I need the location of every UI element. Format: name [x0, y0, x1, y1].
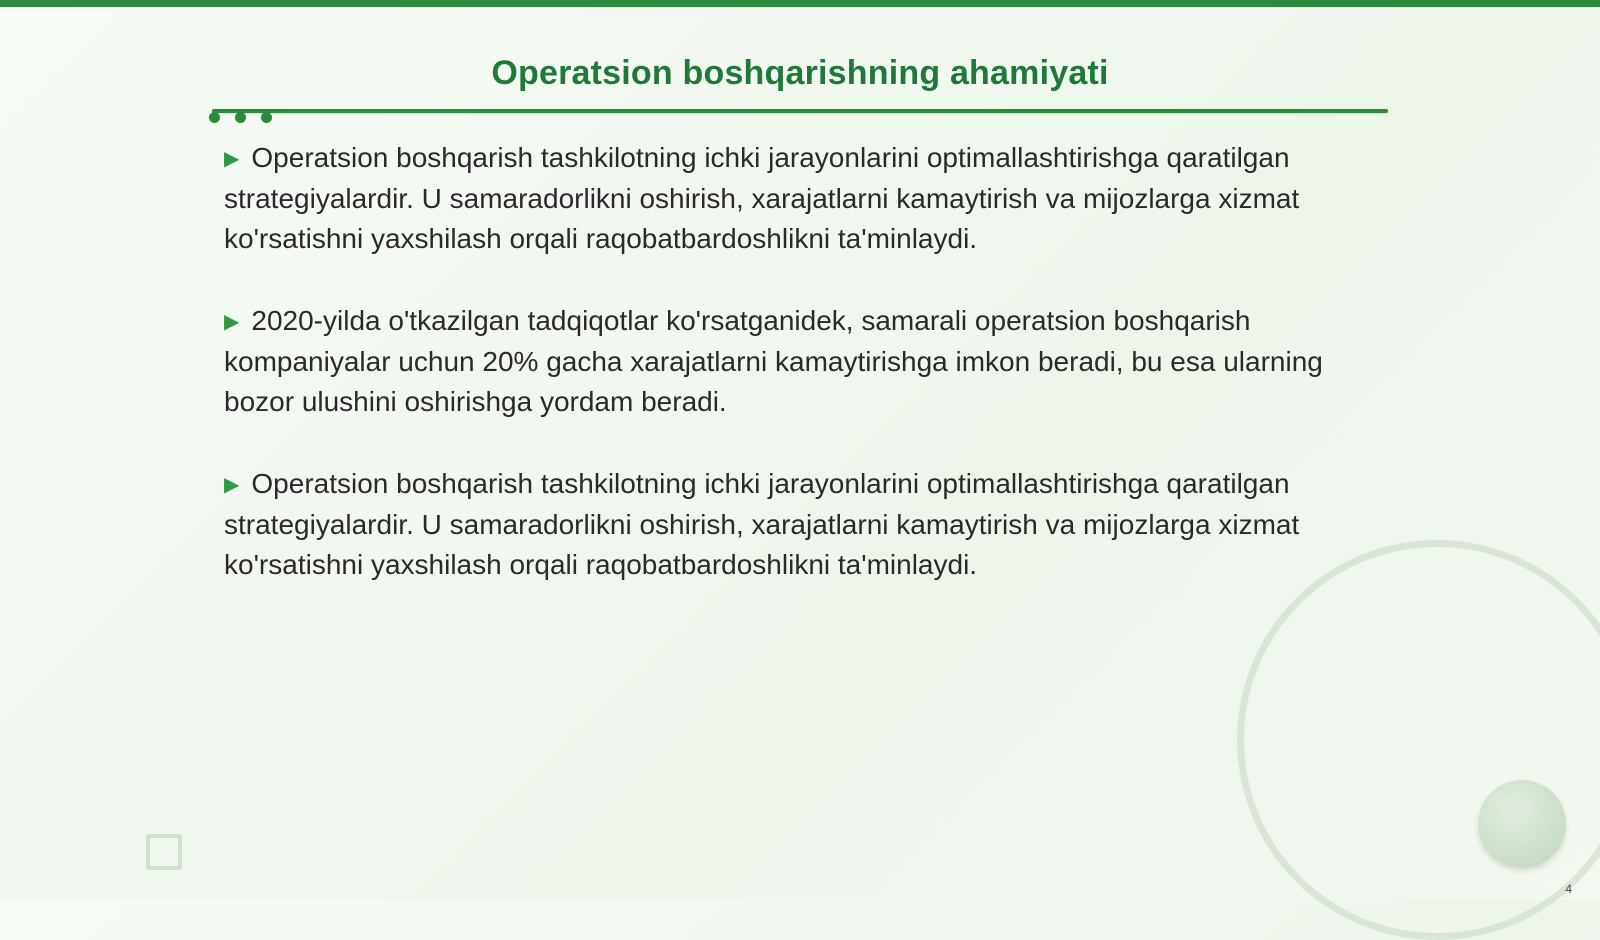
page-number: 4 — [1565, 882, 1572, 896]
bullet-item — [224, 301, 1364, 422]
play-triangle-icon: ▶ — [224, 474, 240, 496]
play-triangle-icon: ▶ — [224, 148, 240, 170]
slide-title: Operatsion boshqarishning ahamiyati — [491, 54, 1109, 92]
decor-dot — [261, 112, 272, 123]
bullet-item — [224, 464, 1364, 585]
bullet-list — [224, 138, 1364, 627]
play-triangle-icon: ▶ — [224, 311, 240, 333]
decorative-sphere — [1478, 780, 1566, 868]
bullet-text: 2020-yilda o'tkazilgan tadqiqotlar ko'rsatganidek, samarali operatsion boshqarish kompaniyalar uchun 20% gacha xarajatlarni kamaytirishga imkon beradi, bu esa ularning bozor ulushini oshirishga yordam beradi. — [224, 305, 1323, 417]
decor-dot — [209, 112, 220, 123]
title-underline — [212, 109, 1388, 113]
decor-dot — [235, 112, 246, 123]
bullet-text: Operatsion boshqarish tashkilotning ichki jarayonlarini optimallashtirishga qaratilgan strategiyalardir. U samaradorlikni oshirish, xarajatlarni kamaytirish va mijozlarga xizmat ko'rsatishni yaxshilash orqali raqobatbardoshlikni ta'minlaydi. — [224, 468, 1300, 580]
bullet-text: Operatsion boshqarish tashkilotning ichki jarayonlarini optimallashtirishga qaratilgan strategiyalardir. U samaradorlikni oshirish, xarajatlarni kamaytirish va mijozlarga xizmat ko'rsatishni yaxshilash orqali raqobatbardoshlikni ta'minlaydi. — [224, 142, 1300, 254]
decorative-square — [146, 834, 182, 870]
top-accent-bar — [0, 0, 1600, 7]
bullet-item — [224, 138, 1364, 259]
